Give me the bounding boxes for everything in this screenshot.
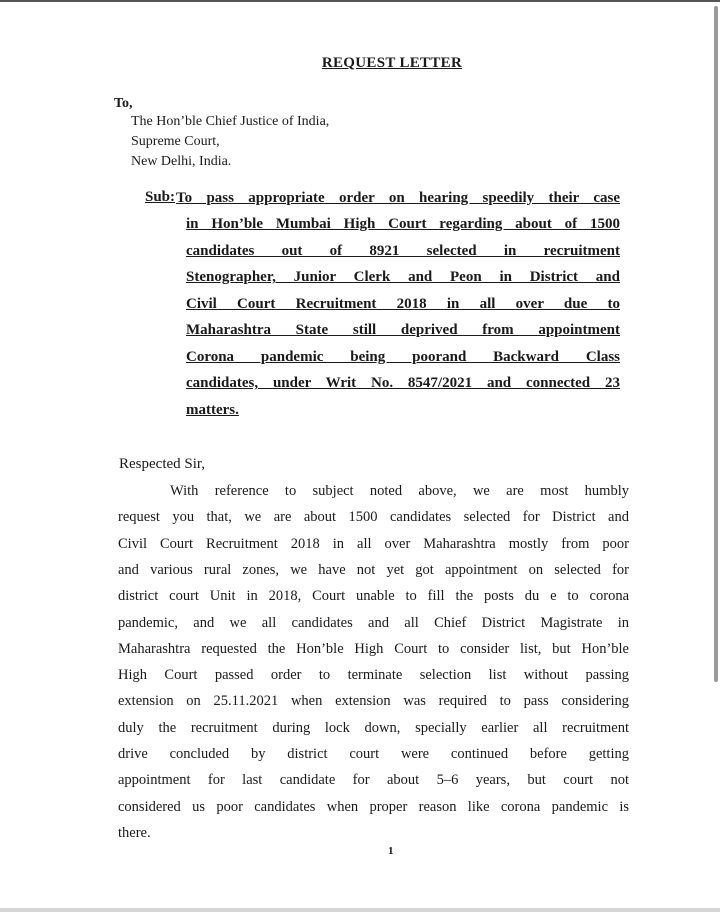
subject-line: matters. bbox=[186, 402, 239, 418]
body-line: High Court passed order to terminate selection list without passing bbox=[118, 667, 629, 683]
body-line: considered us poor candidates when proper reason like corona pandemic is bbox=[118, 799, 629, 815]
body-line: duly the recruitment during lock down, specially earlier all recruitment bbox=[118, 720, 629, 736]
body-line: Civil Court Recruitment 2018 in all over Maharashtra mostly from poor bbox=[118, 536, 629, 552]
letter-title: REQUEST LETTER bbox=[321, 55, 463, 71]
body-line: district court Unit in 2018, Court unable to fill the posts du e to corona bbox=[118, 588, 629, 604]
salutation: Respected Sir, bbox=[119, 456, 206, 472]
body-line: With reference to subject noted above, we are most humbly bbox=[170, 483, 629, 499]
body-line: drive concluded by district court were continued before getting bbox=[118, 746, 629, 762]
bottom-border bbox=[0, 908, 720, 912]
vertical-scrollbar[interactable] bbox=[714, 6, 718, 682]
address-line: The Hon’ble Chief Justice of India, bbox=[131, 114, 330, 129]
body-line: appointment for last candidate for about 5–6 years, but court not bbox=[118, 772, 629, 788]
page-number: 1 bbox=[388, 845, 394, 857]
subject-label: Sub: bbox=[145, 189, 176, 205]
body-line: Maharashtra requested the Hon’ble High Court to consider list, but Hon’ble bbox=[118, 641, 629, 657]
body-line: and various rural zones, we have not yet got appointment on selected for bbox=[118, 562, 629, 578]
subject-line: Civil Court Recruitment 2018 in all over due to bbox=[186, 296, 620, 312]
address-line: New Delhi, India. bbox=[131, 154, 232, 169]
address-line: Supreme Court, bbox=[131, 134, 220, 149]
subject-line: candidates out of 8921 selected in recruitment bbox=[186, 243, 620, 259]
to-label: To, bbox=[114, 96, 133, 111]
body-line: there. bbox=[118, 825, 151, 841]
subject-line: To pass appropriate order on hearing speedily their case bbox=[176, 190, 620, 206]
subject-line: Stenographer, Junior Clerk and Peon in District and bbox=[186, 269, 620, 285]
subject-line: Corona pandemic being poorand Backward Class bbox=[186, 349, 620, 365]
top-border bbox=[0, 0, 720, 2]
subject-line: in Hon’ble Mumbai High Court regarding about of 1500 bbox=[186, 216, 620, 232]
body-line: pandemic, and we all candidates and all Chief District Magistrate in bbox=[118, 615, 629, 631]
subject-line: Maharashtra State still deprived from appointment bbox=[186, 322, 620, 338]
body-line: extension on 25.11.2021 when extension was required to pass considering bbox=[118, 693, 629, 709]
body-line: request you that, we are about 1500 candidates selected for District and bbox=[118, 509, 629, 525]
subject-line: candidates, under Writ No. 8547/2021 and connected 23 bbox=[186, 375, 620, 391]
